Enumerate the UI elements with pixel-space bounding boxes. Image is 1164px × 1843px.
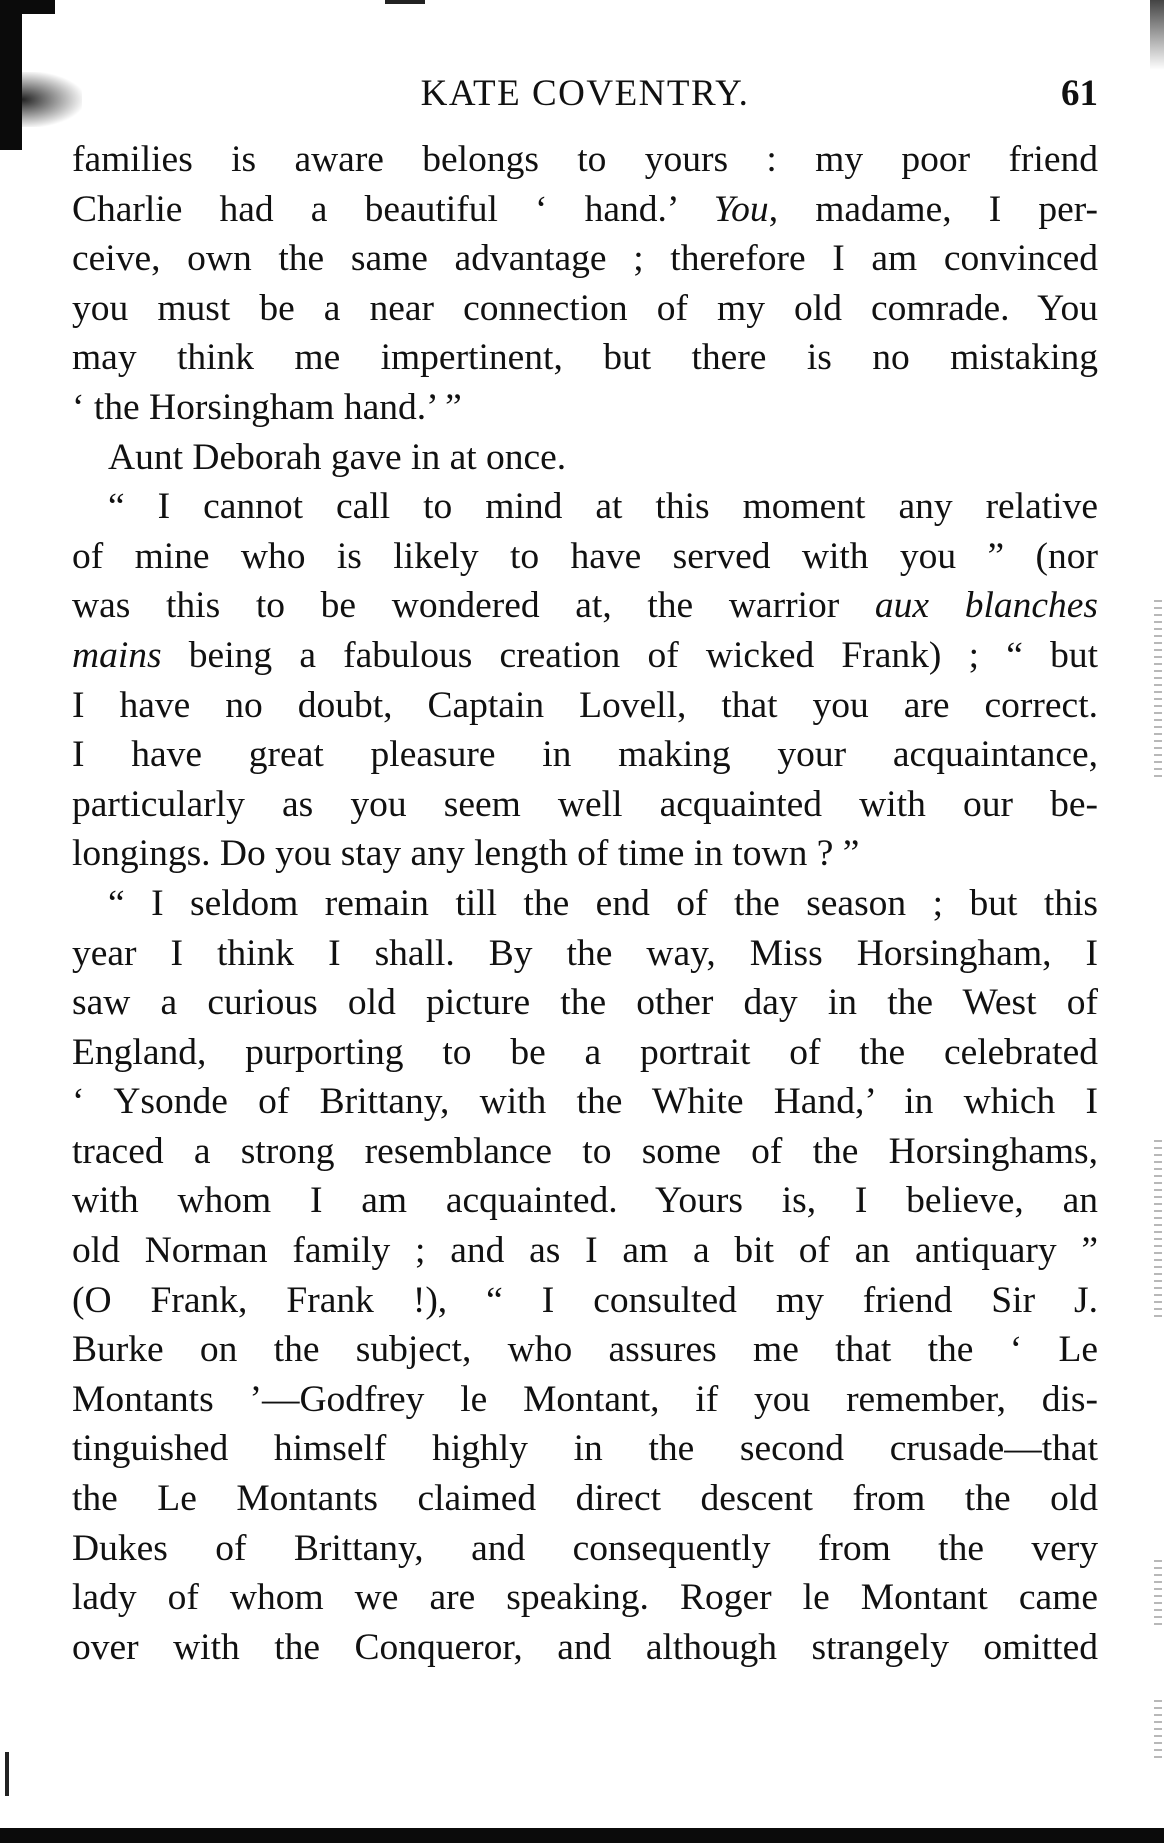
emphasis-text: aux blanches <box>874 585 1099 627</box>
text-line: mains being a fabulous creation of wicked Frank) ; “ but <box>72 634 1098 676</box>
emphasis-text: mains <box>72 634 162 676</box>
text-line: I have great pleasure in making your acquaintance, <box>72 734 1098 776</box>
text-line: England, purporting to be a portrait of the celebrated <box>72 1031 1098 1073</box>
scan-edge-shadow-tab <box>0 0 55 14</box>
text-line: with whom I am acquainted. Yours is, I believe, an <box>72 1180 1098 1222</box>
running-title: KATE COVENTRY. <box>420 73 750 114</box>
text-line: families is aware belongs to yours : my poor friend <box>72 139 1098 180</box>
text-line: ‘ the Horsingham hand.’ ” <box>72 386 462 428</box>
text-line: Montants ’—Godfrey le Montant, if you remember, dis- <box>72 1378 1098 1420</box>
text-line: Dukes of Brittany, and consequently from the very <box>72 1527 1098 1569</box>
text-line: may think me impertinent, but there is no mistaking <box>72 337 1098 379</box>
text-line: was this to be wondered at, the warrior aux blanches <box>72 585 1099 627</box>
text-line: “ I cannot call to mind at this moment any relative <box>108 486 1098 528</box>
scan-speckle <box>1154 600 1162 780</box>
scan-edge-shadow <box>0 0 22 150</box>
text-line: I have no doubt, Captain Lovell, that you are correct. <box>72 684 1098 726</box>
text-line: ‘ Ysonde of Brittany, with the White Hand,’ in which I <box>72 1081 1098 1123</box>
text-line: old Norman family ; and as I am a bit of an antiquary ” <box>72 1230 1098 1272</box>
text-line: lady of whom we are speaking. Roger le Montant came <box>72 1577 1098 1619</box>
text-line: over with the Conqueror, and although strangely omitted <box>72 1626 1098 1668</box>
text-line: ceive, own the same advantage ; therefore I am convinced <box>72 238 1098 280</box>
text-line: Aunt Deborah gave in at once. <box>108 436 567 478</box>
emphasis-text: You <box>713 188 769 230</box>
page-body <box>72 135 1098 1672</box>
scan-top-mark <box>385 0 425 4</box>
text-line: longings. Do you stay any length of time in town ? ” <box>72 833 860 875</box>
text-line: year I think I shall. By the way, Miss Horsingham, I <box>72 932 1098 974</box>
scan-bottom-edge <box>0 1828 1164 1843</box>
scan-speckle <box>1154 1700 1162 1760</box>
text-line: (O Frank, Frank !), “ I consulted my friend Sir J. <box>72 1279 1098 1321</box>
text-line: tinguished himself highly in the second crusade—that <box>72 1428 1098 1470</box>
scan-bottom-mark <box>5 1752 9 1796</box>
text-line: Charlie had a beautiful ‘ hand.’ You, madame, I per- <box>72 188 1098 230</box>
text-line: saw a curious old picture the other day in the West of <box>72 982 1098 1024</box>
text-line: you must be a near connection of my old comrade. You <box>72 287 1098 329</box>
text-line: of mine who is likely to have served with you ” (nor <box>72 535 1098 577</box>
text-line: traced a strong resemblance to some of the Horsinghams, <box>72 1130 1098 1172</box>
text-line: particularly as you seem well acquainted with our be- <box>72 783 1098 825</box>
running-header <box>72 72 1098 122</box>
text-line: the Le Montants claimed direct descent from the old <box>72 1478 1098 1520</box>
scan-speckle <box>1154 1140 1162 1320</box>
text-line: Burke on the subject, who assures me that the ‘ Le <box>72 1329 1098 1371</box>
scan-speckle <box>1154 1560 1162 1630</box>
scan-corner-shadow <box>1150 0 1164 70</box>
text-line: “ I seldom remain till the end of the season ; but this <box>108 882 1098 924</box>
page-number: 61 <box>1061 73 1098 114</box>
